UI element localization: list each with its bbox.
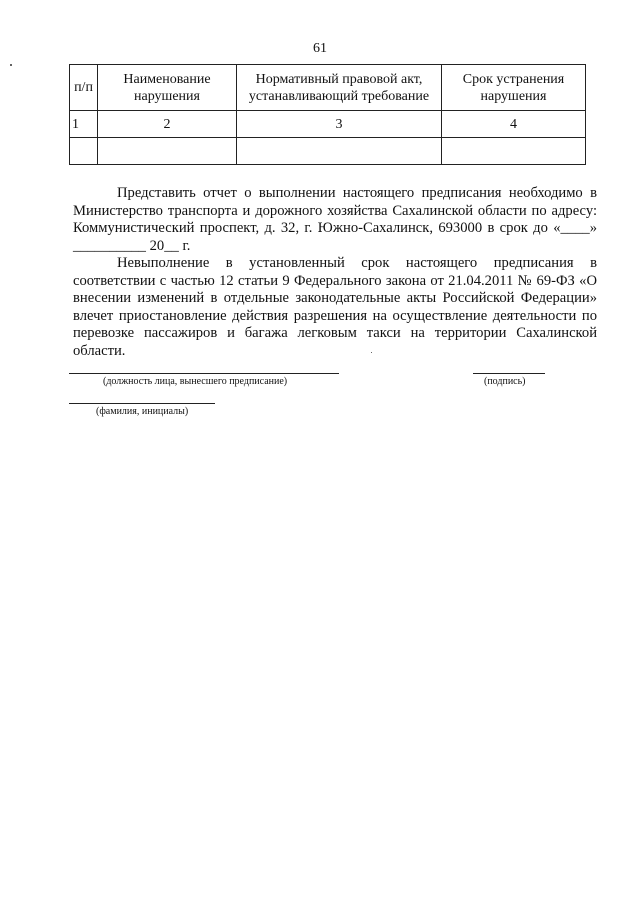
table-cell: 1 <box>70 111 98 138</box>
position-caption: (должность лица, вынесшего предписание) <box>103 376 288 387</box>
table-cell <box>98 138 237 165</box>
scan-speck <box>10 64 12 66</box>
table-cell: 2 <box>98 111 237 138</box>
table-cell <box>442 138 586 165</box>
name-caption: (фамилия, инициалы) <box>96 406 189 417</box>
signature-caption: (подпись) <box>484 376 526 387</box>
header-legal-act: Нормативный правовой акт, устанавливающий требование <box>237 65 442 111</box>
header-number: п/п <box>70 65 98 111</box>
non-compliance-paragraph: Невыполнение в установленный срок настоящего предписания в соответствии с частью 12 статьи 9 Федерального закона от 21.04.2011 № 69-ФЗ «О внесении изменений в отдельные законодательные акты Российской Федерации» влечет приостановление действия разрешения на осуществление деятельности по перевозке пассажиров и багажа легковым такси на территории Сахалинской области. <box>73 255 597 359</box>
header-violation-name: Наименование нарушения <box>98 65 237 111</box>
table-header-row <box>70 65 586 111</box>
position-signature-line <box>69 373 339 374</box>
scan-speck <box>371 352 372 353</box>
page-number: 61 <box>313 41 327 56</box>
table-cell <box>70 138 98 165</box>
name-signature-line <box>69 403 215 404</box>
table-row <box>70 138 586 165</box>
table-row <box>70 111 586 138</box>
table-cell <box>237 138 442 165</box>
header-deadline: Срок устранения нарушения <box>442 65 586 111</box>
table-cell: 4 <box>442 111 586 138</box>
violations-table <box>69 64 586 165</box>
table-cell: 3 <box>237 111 442 138</box>
signature-line <box>473 373 545 374</box>
report-instruction-paragraph: Представить отчет о выполнении настоящего предписания необходимо в Министерство транспорта и дорожного хозяйства Сахалинской области по адресу: Коммунистический проспект, д. 32, г. Южно-Сахалинск, 693000 в срок до «____» __________ 20__ г. <box>73 185 597 254</box>
